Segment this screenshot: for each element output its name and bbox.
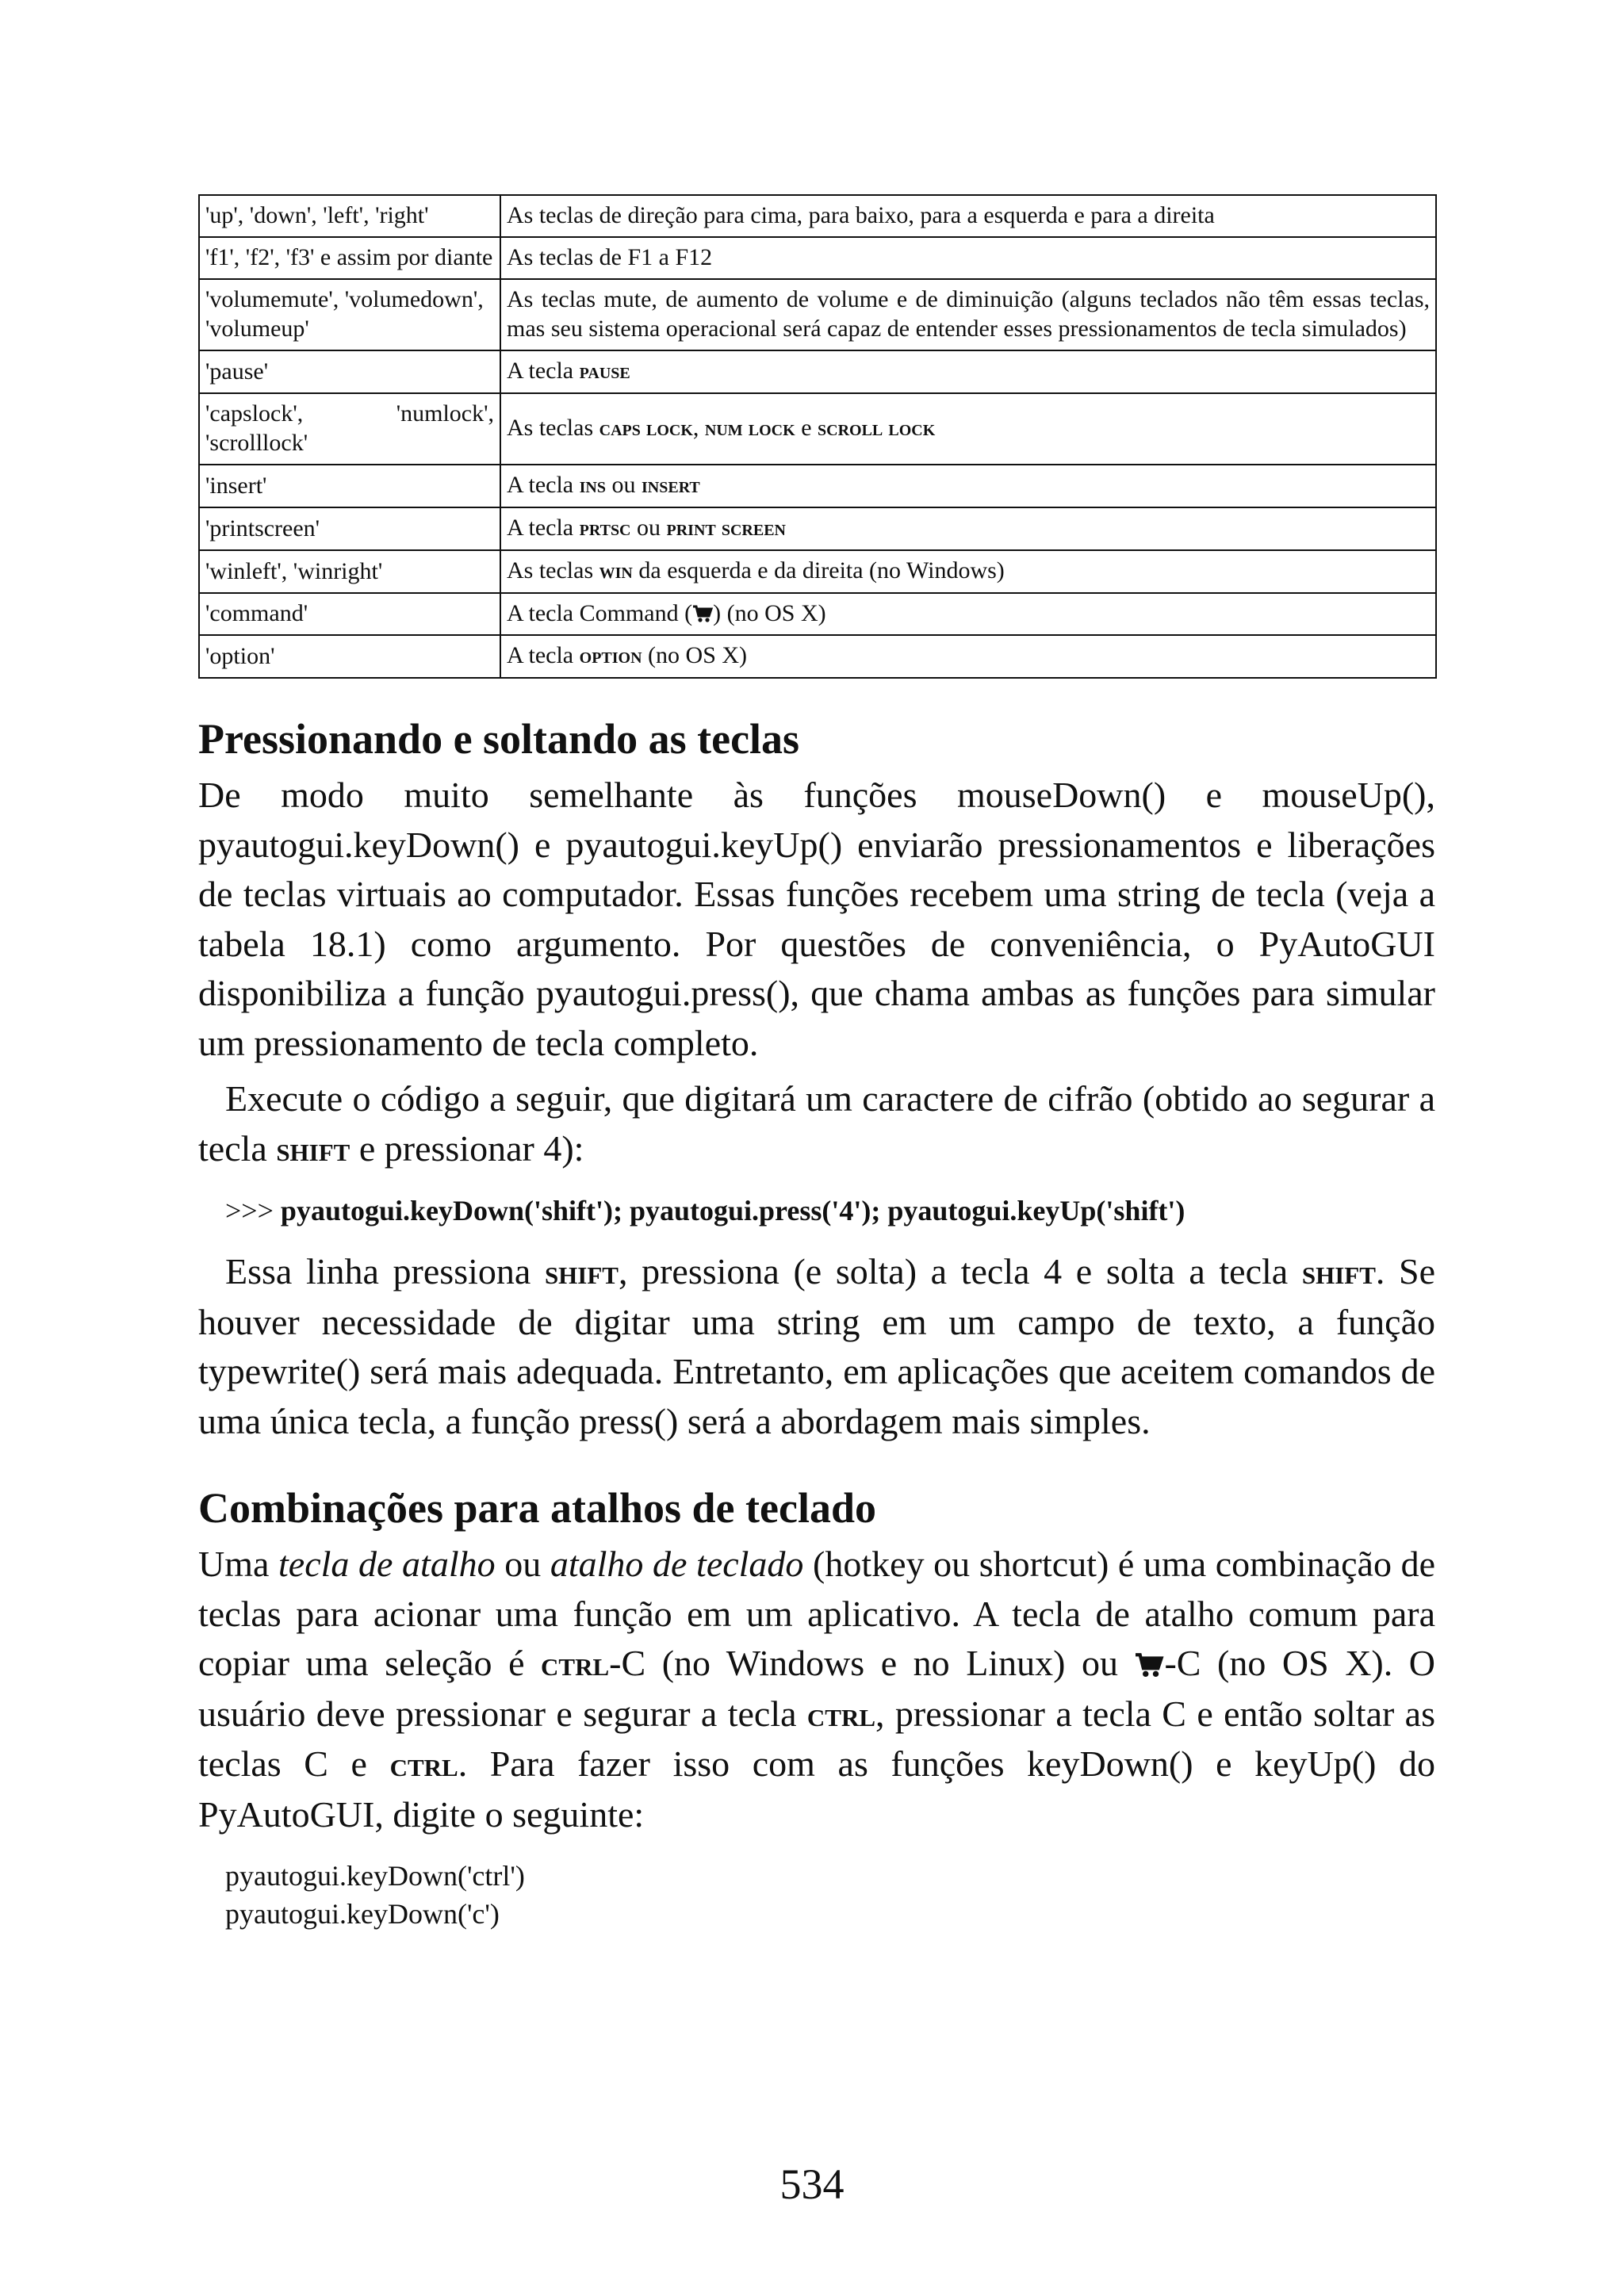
key-cell: 'capslock', 'numlock', 'scrolllock' bbox=[199, 393, 500, 465]
code-line bbox=[198, 1192, 1435, 1230]
desc-text: A tecla bbox=[507, 642, 580, 668]
table-row bbox=[199, 393, 1436, 465]
key-cell: 'up', 'down', 'left', 'right' bbox=[199, 195, 500, 237]
key-name: ins bbox=[579, 473, 606, 498]
table-row bbox=[199, 350, 1436, 393]
key-name: scroll lock bbox=[818, 416, 936, 441]
key-cell: 'option' bbox=[199, 635, 500, 678]
key-name: prtsc bbox=[579, 516, 631, 541]
key-cell: 'insert' bbox=[199, 465, 500, 507]
key-name: option bbox=[579, 644, 642, 668]
key-name: caps lock bbox=[599, 416, 693, 441]
table-row bbox=[199, 550, 1436, 593]
key-name: print screen bbox=[666, 516, 786, 541]
paragraph-text: (hotkey ou shortcut) é uma combinação de teclas para acionar uma função em um aplicativo. A tecla de atalho comum para copiar uma seleção é bbox=[198, 1544, 1435, 1683]
key-name: insert bbox=[642, 473, 700, 498]
desc-text: da esquerda e da direita (no Windows) bbox=[632, 557, 1005, 584]
code-line: pyautogui.keyDown('ctrl') bbox=[225, 1860, 525, 1892]
key-cell: 'command' bbox=[199, 593, 500, 635]
desc-text: A tecla bbox=[507, 472, 580, 498]
desc-cell bbox=[500, 550, 1436, 593]
page-content bbox=[198, 194, 1435, 1933]
desc-text: (no OS X) bbox=[642, 642, 748, 668]
key-name: shift bbox=[276, 1130, 350, 1169]
page-number: 534 bbox=[779, 2160, 845, 2208]
paragraph bbox=[198, 1074, 1435, 1174]
section-heading-press-release: Pressionando e soltando as teclas bbox=[198, 715, 800, 763]
desc-text: As teclas bbox=[507, 557, 599, 584]
desc-cell bbox=[500, 465, 1436, 507]
desc-cell: As teclas de direção para cima, para baixo, para a esquerda e para a direita bbox=[500, 195, 1436, 237]
command-key-icon bbox=[692, 599, 713, 628]
paragraph: De modo muito semelhante às funções mouseDown() e mouseUp(), pyautogui.keyDown() e pyautogui.keyUp() enviarão pressionamentos e liberações de teclas virtuais ao computador. Essas funções recebem uma string de tecla (veja a tabela 18.1) como argumento. Por questões de conveniência, o PyAutoGUI disponibiliza a função pyautogui.press(), que chama ambas as funções para simular um pressionamento de tecla completo. bbox=[198, 775, 1435, 1063]
section-heading-hotkeys: Combinações para atalhos de teclado bbox=[198, 1484, 876, 1532]
table-row bbox=[199, 237, 1436, 279]
desc-cell bbox=[500, 507, 1436, 550]
key-name: shift bbox=[1301, 1253, 1376, 1292]
table-row bbox=[199, 195, 1436, 237]
desc-cell: As teclas de F1 a F12 bbox=[500, 237, 1436, 279]
paragraph bbox=[198, 1540, 1435, 1839]
desc-text: ou bbox=[630, 515, 667, 541]
key-table bbox=[198, 194, 1437, 679]
paragraph-text: e pressionar 4): bbox=[350, 1127, 584, 1169]
desc-text: As teclas bbox=[507, 415, 599, 441]
desc-text: A tecla Command ( bbox=[507, 600, 693, 626]
key-name: pause bbox=[579, 359, 630, 384]
key-name: shift bbox=[544, 1253, 619, 1292]
key-name: ctrl bbox=[389, 1746, 458, 1784]
desc-text: ) (no OS X) bbox=[713, 600, 826, 626]
emphasis-text: tecla de atalho bbox=[278, 1544, 496, 1584]
desc-cell bbox=[500, 350, 1436, 393]
paragraph-text: , pressiona (e solta) a tecla 4 e solta a tecla bbox=[618, 1251, 1302, 1292]
desc-text: ou bbox=[606, 472, 642, 498]
key-cell: 'f1', 'f2', 'f3' e assim por diante bbox=[199, 237, 500, 279]
desc-text: , bbox=[692, 415, 705, 441]
desc-cell bbox=[500, 635, 1436, 678]
key-cell: 'printscreen' bbox=[199, 507, 500, 550]
desc-cell bbox=[500, 593, 1436, 635]
table-row bbox=[199, 507, 1436, 550]
paragraph bbox=[198, 1247, 1435, 1446]
table-row bbox=[199, 593, 1436, 635]
paragraph-text: . Para fazer isso com as funções keyDown() e keyUp() do PyAutoGUI, digite o seguinte: bbox=[198, 1743, 1435, 1835]
table-row bbox=[199, 635, 1436, 678]
desc-text: e bbox=[795, 415, 818, 441]
code-line: pyautogui.keyDown('c') bbox=[225, 1898, 500, 1930]
paragraph-text: Uma bbox=[198, 1544, 279, 1584]
desc-cell: As teclas mute, de aumento de volume e de diminuição (alguns teclados não têm essas teclas, mas seu sistema operacional será capaz de entender esses pressionamentos de tecla simulados) bbox=[500, 279, 1436, 350]
key-name: ctrl bbox=[806, 1695, 876, 1734]
paragraph-text: Essa linha pressiona bbox=[225, 1251, 545, 1292]
code-prompt: >>> bbox=[225, 1195, 281, 1226]
table-row bbox=[199, 465, 1436, 507]
paragraph-text: Execute o código a seguir, que digitará um caractere de cifrão (obtido ao segurar a tecla bbox=[198, 1078, 1435, 1169]
paragraph-text: -C (no OS X). O usuário deve pressionar e segurar a tecla bbox=[198, 1643, 1435, 1734]
key-cell: 'winleft', 'winright' bbox=[199, 550, 500, 593]
key-name: ctrl bbox=[541, 1645, 610, 1683]
desc-text: A tecla bbox=[507, 358, 580, 384]
key-name: num lock bbox=[704, 416, 795, 441]
emphasis-text: atalho de teclado bbox=[550, 1544, 804, 1584]
desc-cell bbox=[500, 393, 1436, 465]
key-name: win bbox=[599, 559, 633, 584]
key-cell: 'volumemute', 'volumedown', 'volumeup' bbox=[199, 279, 500, 350]
command-key-icon bbox=[1134, 1639, 1164, 1689]
desc-text: A tecla bbox=[507, 515, 580, 541]
table-row bbox=[199, 279, 1436, 350]
key-cell: 'pause' bbox=[199, 350, 500, 393]
paragraph-text: ou bbox=[495, 1544, 550, 1584]
paragraph-text: , pressionar a tecla C e então soltar as teclas C e bbox=[198, 1693, 1435, 1784]
paragraph-text: . Se houver necessidade de digitar uma string em um campo de texto, a função typewrite() será mais adequada. Entretanto, em aplicações que aceitem comandos de uma única tecla, a função press() será a abordagem mais simples. bbox=[198, 1251, 1436, 1441]
code-text: pyautogui.keyDown('shift'); pyautogui.press('4'); pyautogui.keyUp('shift') bbox=[280, 1195, 1185, 1226]
paragraph-text: -C (no Windows e no Linux) ou bbox=[609, 1643, 1135, 1683]
